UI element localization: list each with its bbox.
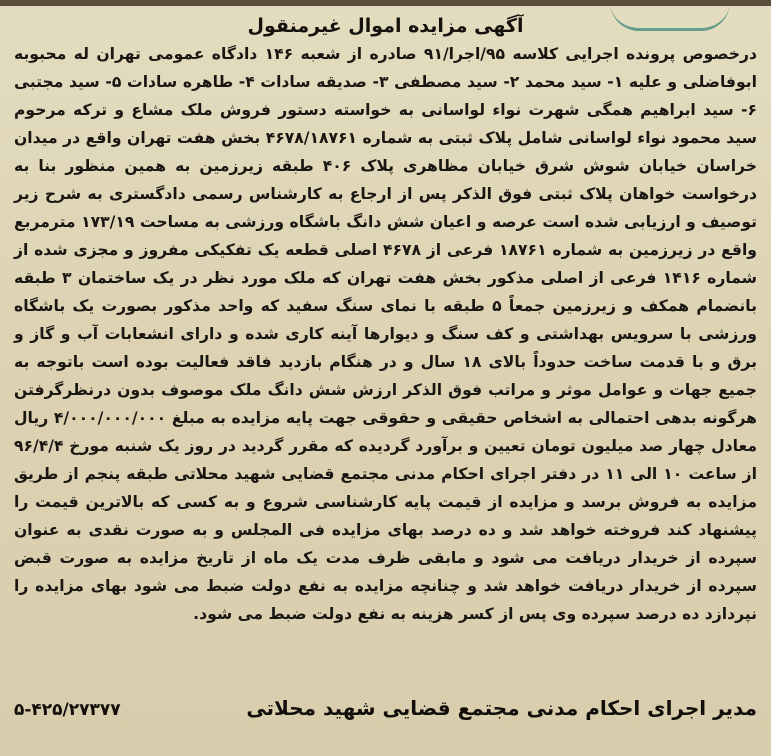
signature-line: مدیر اجرای احکام مدنی مجتمع قضایی شهید محلاتی [246,696,757,720]
reference-number: ۵-۴۲۵/۲۷۳۷۷ [14,700,121,720]
notice-body: درخصوص پرونده اجرایی کلاسه ۹۵/اجرا/۹۱ صادره از شعبه ۱۴۶ دادگاه عمومی تهران له محبوبه ابوفاضلی و علیه ۱- سید محمد ۲- سید مصطفی ۳- صدیقه سادات ۴- طاهره سادات ۵- سید مجتبی ۶- سید ابراهیم همگی شهرت نواء لواسانی به خواسته دستور فروش ملک مشاع و ترکه مرحوم سید محمود نواء لواسانی شامل پلاک ثبتی به شماره ۴۶۷۸/۱۸۷۶۱ بخش هفت تهران واقع در میدان خراسان خیابان شوش شرق خیابان مظاهری پلاک ۴۰۶ طبقه زیرزمین به همین منظور بنا به درخواست خواهان پلاک ثبتی فوق الذکر پس از ارجاع به کارشناس رسمی دادگستری به شرح زیر توصیف و ارزیابی شده است عرصه و اعیان شش دانگ باشگاه ورزشی به مساحت ۱۷۳/۱۹ مترمربع واقع در زیرزمین به شماره ۱۸۷۶۱ فرعی از ۴۶۷۸ اصلی قطعه یک تفکیکی مفروز و مجزی شده از شماره ۱۴۱۶ فرعی از اصلی مذکور بخش هفت تهران که ملک مورد نظر در یک ساختمان ۳ طبقه بانضمام همکف و زیرزمین جمعاً ۵ طبقه با نمای سنگ سفید که واحد مذکور بصورت یک باشگاه ورزشی با سرویس بهداشتی و کف سنگ و دیوارها آینه کاری شده و دارای انشعابات آب و گاز و برق و با قدمت ساخت حدوداً بالای ۱۸ سال و در هنگام بازدید فاقد فعالیت بوده است باتوجه به جمیع جهات و عوامل موثر و مراتب فوق الذکر ارزش شش دانگ ملک موصوف بدون درنظرگرفتن هرگونه بدهی احتمالی به اشخاص حقیقی و حقوقی جهت پایه مزایده به مبلغ ۴/۰۰۰/۰۰۰/۰۰۰ ریال معادل چهار صد میلیون تومان تعیین و برآورد گردیده که مقرر گردید در روز یک شنبه مورخ ۹۶/۴/۴ از ساعت ۱۰ الی ۱۱ در دفتر اجرای احکام مدنی مجتمع قضایی شهید محلاتی طبقه پنجم از طریق مزایده به فروش برسد و مزایده از قیمت پایه کارشناسی شروع و به کسی که بالاترین قیمت را پیشنهاد کند فروخته خواهد شد و ده درصد بهای مزایده فی المجلس و به صورت نقدی به عنوان سپرده از خریدار دریافت می شود و مابقی ظرف مدت یک ماه از تاریخ مزایده به صورت قبض سپرده از خریدار دریافت خواهد شد و چنانچه مزایده به نفع دولت ضبط می شود بهای مزایده را نپردازد ده درصد سپرده وی پس از کسر هزینه به نفع دولت ضبط می شود. [14,45,757,623]
ink-stamp-mark [610,2,730,31]
notice-title: آگهی مزایده اموال غیرمنقول [247,15,524,37]
notice-footer [14,696,757,720]
